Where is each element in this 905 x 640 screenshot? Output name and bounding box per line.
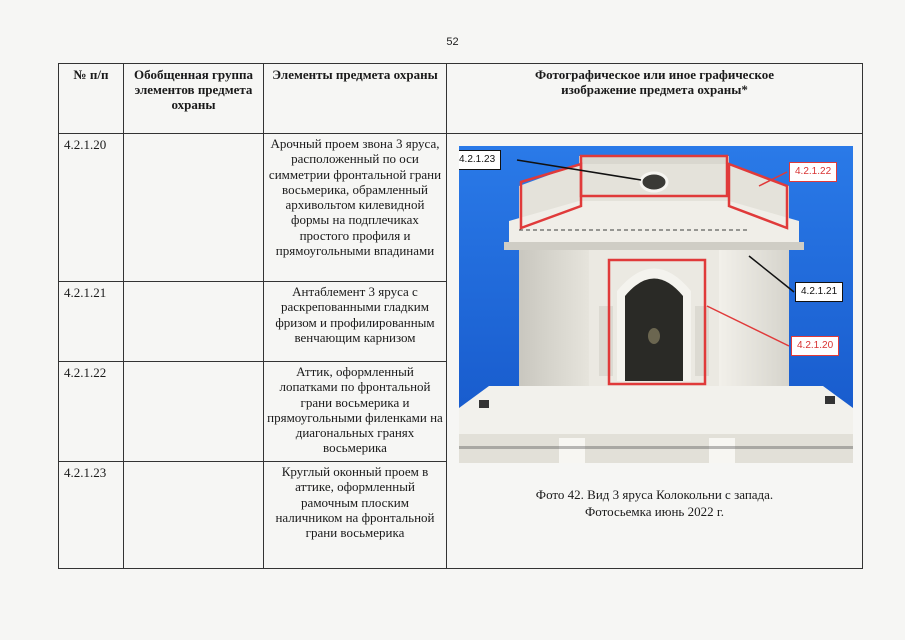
header-elements: Элементы предмета охраны	[264, 64, 447, 134]
row-element: Круглый оконный проем в аттике, оформленный рамочным плоским наличником на фронтальной грани восьмерика	[264, 462, 447, 569]
row-number: 4.2.1.23	[59, 462, 124, 569]
photo-cell	[447, 134, 863, 569]
callout-4-2-1-20: 4.2.1.20	[791, 336, 839, 356]
row-group	[124, 462, 264, 569]
caption-line-1: Фото 42. Вид 3 яруса Колокольни с запада.	[535, 487, 774, 502]
row-group	[124, 134, 264, 282]
row-element: Арочный проем звона 3 яруса, расположенный по оси симметрии фронтальной грани восьмерика, обрамленный архивольтом килевидной формы на подплечиках простого профиля и прямоугольными впадинами	[264, 134, 447, 282]
protection-elements-table	[58, 63, 863, 569]
row-group	[124, 282, 264, 362]
header-group: Обобщенная группа элементов предмета охраны	[124, 64, 264, 134]
row-number: 4.2.1.21	[59, 282, 124, 362]
row-group	[124, 362, 264, 462]
page-number: 52	[446, 36, 459, 48]
row-number: 4.2.1.22	[59, 362, 124, 462]
row-number: 4.2.1.20	[59, 134, 124, 282]
table-row	[59, 134, 863, 282]
row-element: Аттик, оформленный лопатками по фронтальной грани восьмерика и прямоугольными филенками на диагональных гранях восьмерика	[264, 362, 447, 462]
caption-line-2: Фотосьемка июнь 2022 г.	[585, 504, 724, 519]
callout-4-2-1-23: 4.2.1.23	[459, 150, 501, 170]
header-image: Фотографическое или иное графическое изображение предмета охраны*	[447, 64, 863, 134]
row-element: Антаблемент 3 яруса с раскрепованными гладким фризом и профилированным венчающим карнизом	[264, 282, 447, 362]
header-number: № п/п	[59, 64, 124, 134]
table-header-row	[59, 64, 863, 134]
bell-tower-photo	[459, 146, 853, 463]
photo-caption	[447, 486, 862, 520]
callout-4-2-1-22: 4.2.1.22	[789, 162, 837, 182]
callout-4-2-1-21: 4.2.1.21	[795, 282, 843, 302]
